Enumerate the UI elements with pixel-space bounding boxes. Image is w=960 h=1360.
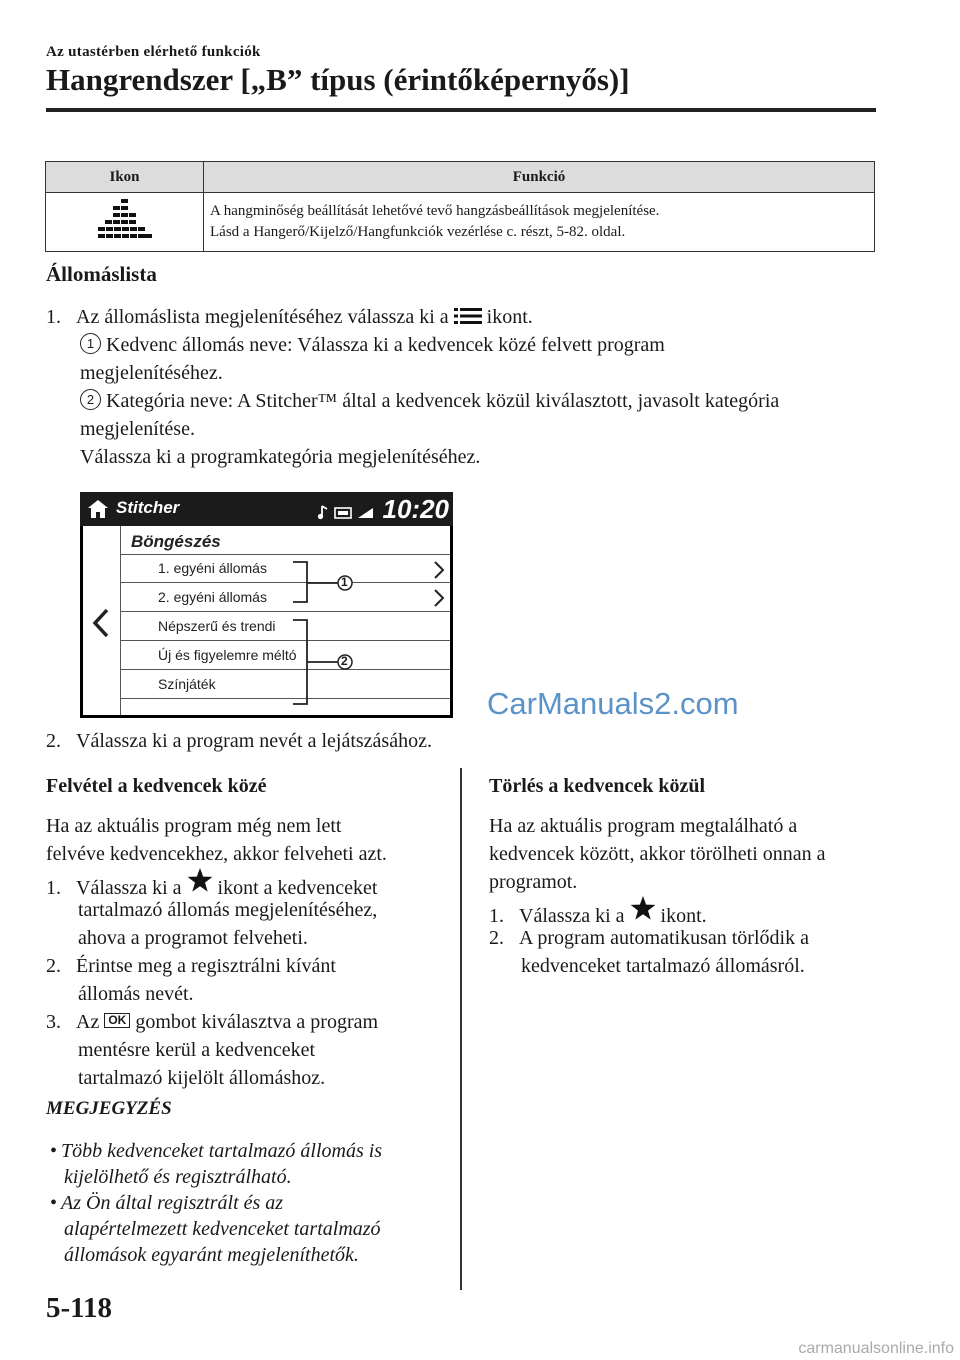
step-number: 2. xyxy=(46,955,61,977)
step-text: Érintse meg a regisztrálni kívánt xyxy=(76,955,336,977)
step-text: Válassza ki a program nevét a lejátszásához. xyxy=(76,730,432,752)
note-bullet-2 xyxy=(50,1189,283,1217)
infotainment-screen xyxy=(80,492,453,718)
section-label: Az utastérben elérhető funkciók xyxy=(46,44,261,60)
callout-1-label: 1 xyxy=(341,575,348,589)
step-text-end: ikont. xyxy=(660,905,707,927)
page-number: 5-118 xyxy=(46,1292,113,1324)
step-number: 2. xyxy=(489,927,504,949)
screen-title: Stitcher xyxy=(116,498,180,517)
home-icon[interactable] xyxy=(87,499,109,519)
col-header-function: Funkció xyxy=(204,162,875,193)
step-number: 1. xyxy=(489,905,504,927)
callout-2-label: 2 xyxy=(341,654,348,668)
station-list-heading: Állomáslista xyxy=(46,262,157,286)
callout-1-marker: 1 xyxy=(80,333,101,354)
watermark: CarManuals2.com xyxy=(487,686,739,721)
note-bullet-2-line2: alapértelmezett kedvenceket tartalmazó xyxy=(64,1218,381,1240)
note-bullet-1 xyxy=(50,1137,382,1165)
left-step-1-line3: ahova a programot felveheti. xyxy=(78,927,308,949)
table-row xyxy=(46,193,875,252)
bullet-dot: • xyxy=(50,1140,58,1162)
note-bullet-1-line2: kijelölhető és regisztrálható. xyxy=(64,1166,292,1188)
step-text-end: gombot kiválasztva a program xyxy=(135,1011,379,1033)
left-step-2 xyxy=(46,952,336,980)
note-2-line1 xyxy=(80,387,779,415)
note-2-line3: Válassza ki a programkategória megjelenítéséhez. xyxy=(80,446,481,468)
step-number: 1. xyxy=(46,306,61,328)
right-step-2 xyxy=(489,924,809,952)
note-text: Az Ön által regisztrált és az xyxy=(61,1192,284,1214)
callout-lines xyxy=(83,526,450,715)
callout-2-marker: 2 xyxy=(80,389,101,410)
list-item-label: Színjáték xyxy=(158,676,216,692)
note-2-line2: megjelenítése. xyxy=(80,418,195,440)
star-icon xyxy=(630,896,656,920)
left-intro-line2: felvéve kedvencekhez, akkor felveheti azt. xyxy=(46,843,387,865)
right-intro-line1: Ha az aktuális program megtalálható a xyxy=(489,815,798,837)
step-number: 3. xyxy=(46,1011,61,1033)
list-item-label: Új és figyelemre méltó xyxy=(158,647,297,663)
star-icon xyxy=(187,868,213,892)
remove-favorites-heading: Törlés a kedvencek közül xyxy=(489,775,706,797)
step-text: Válassza ki a xyxy=(76,877,182,899)
function-desc-line1: A hangminőség beállítását lehetővé tevő hangzásbeállítások megjelenítése. xyxy=(210,203,660,219)
bullet-dot: • xyxy=(50,1192,58,1214)
list-item-label: Népszerű és trendi xyxy=(158,618,276,634)
note-1-line2: megjelenítéséhez. xyxy=(80,362,223,384)
left-step-3 xyxy=(46,1008,378,1036)
step-text: A program automatikusan törlődik a xyxy=(519,927,809,949)
left-step-2-line2: állomás nevét. xyxy=(78,983,194,1005)
page-title: Hangrendszer [„B” típus (érintőképernyős)] xyxy=(46,62,630,97)
screen-heading: Böngészés xyxy=(131,532,221,551)
step-1 xyxy=(46,303,533,331)
left-step-3-line2: mentésre kerül a kedvenceket xyxy=(78,1039,316,1061)
step-number: 2. xyxy=(46,730,61,752)
step-text: Az xyxy=(76,1011,100,1033)
right-step-2-line2: kedvenceket tartalmazó állomásról. xyxy=(521,955,805,977)
step-2 xyxy=(46,727,432,755)
col-header-icon: Ikon xyxy=(46,162,204,193)
note-heading: MEGJEGYZÉS xyxy=(46,1098,172,1119)
left-step-1-line2: tartalmazó állomás megjelenítéséhez, xyxy=(78,899,378,921)
step-text: Válassza ki a xyxy=(519,905,625,927)
note-text: Több kedvenceket tartalmazó állomás is xyxy=(61,1140,383,1162)
list-item-label: 2. egyéni állomás xyxy=(158,589,267,605)
list-item-label: 1. egyéni állomás xyxy=(158,560,267,576)
column-divider xyxy=(460,768,462,1290)
ok-button-icon: OK xyxy=(104,1013,130,1028)
clock: 10:20 xyxy=(382,494,449,524)
footer-site: carmanualsonline.info xyxy=(798,1340,954,1357)
status-icons xyxy=(318,503,386,521)
screen-content xyxy=(83,526,450,715)
table-header-row xyxy=(46,162,875,193)
step-text: Az állomáslista megjelenítéséhez válassza ki a xyxy=(76,306,449,328)
right-intro-line3: programot. xyxy=(489,871,578,893)
note-text: Kedvenc állomás neve: Válassza ki a kedvencek közé felvett program xyxy=(106,334,665,356)
step-number: 1. xyxy=(46,877,61,899)
left-step-3-line3: tartalmazó kijelölt állomáshoz. xyxy=(78,1067,326,1089)
icon-function-table xyxy=(45,161,875,252)
note-text: Kategória neve: A Stitcher™ által a kedvencek közül kiválasztott, javasolt kategória xyxy=(106,390,780,412)
note-bullet-2-line3: állomások egyaránt megjeleníthetők. xyxy=(64,1244,359,1266)
equalizer-icon xyxy=(98,197,152,243)
right-intro-line2: kedvencek között, akkor törölheti onnan a xyxy=(489,843,826,865)
step-text-end: ikont. xyxy=(486,306,533,328)
note-1-line1 xyxy=(80,331,665,359)
screen-status-bar xyxy=(80,492,453,526)
add-favorites-heading: Felvétel a kedvencek közé xyxy=(46,775,267,797)
function-desc-line2: Lásd a Hangerő/Kijelző/Hangfunkciók vezérlése c. részt, 5-82. oldal. xyxy=(210,224,626,240)
left-intro-line1: Ha az aktuális program még nem lett xyxy=(46,815,342,837)
header-divider xyxy=(46,108,876,112)
list-icon xyxy=(454,307,482,325)
step-text-end: ikont a kedvenceket xyxy=(217,877,378,899)
